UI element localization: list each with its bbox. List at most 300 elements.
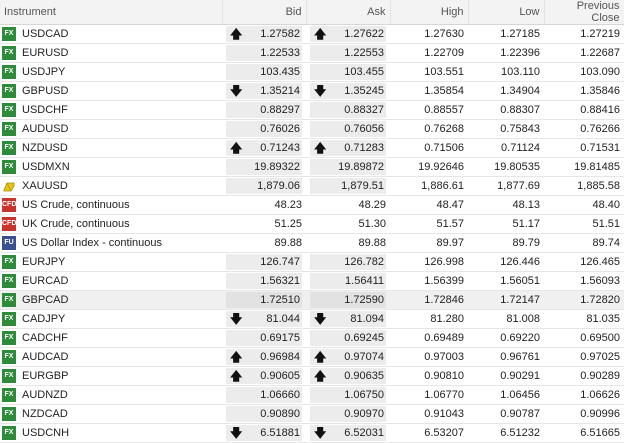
ask-value: 1,879.51 (341, 180, 384, 192)
table-row[interactable] (0, 177, 624, 196)
bid-value: 1,879.06 (257, 180, 300, 192)
high-cell: 1.27630 (390, 25, 468, 44)
bid-value: 81.044 (266, 313, 300, 325)
bid-cell (222, 158, 306, 177)
fx-instrument-type-icon: FX (2, 331, 16, 345)
table-row[interactable] (0, 234, 624, 253)
bid-cell (222, 82, 306, 101)
instrument-name[interactable]: NZDCAD (22, 408, 68, 420)
bid-cell (222, 63, 306, 82)
low-cell: 19.80535 (468, 158, 544, 177)
fu-instrument-type-icon: FU (2, 236, 16, 250)
table-row[interactable] (0, 158, 624, 177)
ask-price-box[interactable] (310, 387, 386, 403)
ask-cell (306, 215, 390, 234)
bid-cell (222, 196, 306, 215)
bid-price-box[interactable] (226, 349, 302, 365)
bid-price-box[interactable] (226, 102, 302, 118)
arrow-down-icon: 🡇 (314, 84, 327, 98)
low-cell: 103.110 (468, 63, 544, 82)
fx-instrument-type-icon: FX (2, 293, 16, 307)
bid-price-box[interactable] (226, 64, 302, 80)
ask-price-box[interactable] (310, 292, 386, 308)
low-cell: 48.13 (468, 196, 544, 215)
previous-close-cell: 1.35846 (544, 82, 624, 101)
ask-value: 1.35245 (344, 85, 384, 97)
instrument-cell (0, 424, 222, 443)
ask-value: 48.29 (358, 199, 386, 211)
low-cell: 0.88307 (468, 101, 544, 120)
bid-value: 0.90605 (260, 370, 300, 382)
previous-close-cell: 0.97025 (544, 348, 624, 367)
ask-price-box[interactable] (310, 140, 386, 156)
arrow-up-icon: 🡅 (314, 27, 327, 41)
ask-cell (306, 177, 390, 196)
previous-close-cell: 1.27219 (544, 25, 624, 44)
low-cell: 1.27185 (468, 25, 544, 44)
bid-price-box[interactable] (226, 311, 302, 327)
bid-price-box[interactable] (226, 159, 302, 175)
table-row[interactable] (0, 329, 624, 348)
low-cell: 1.72147 (468, 291, 544, 310)
ask-cell (306, 367, 390, 386)
low-cell: 0.96761 (468, 348, 544, 367)
ask-value: 0.90635 (344, 370, 384, 382)
low-cell: 6.51232 (468, 424, 544, 443)
table-header-row (0, 0, 624, 25)
high-cell: 0.69489 (390, 329, 468, 348)
ask-price-box[interactable] (310, 178, 386, 194)
arrow-up-icon: 🡅 (314, 141, 327, 155)
ask-price-box[interactable] (310, 330, 386, 346)
ask-cell (306, 139, 390, 158)
instrument-cell (0, 44, 222, 63)
fx-instrument-type-icon: FX (2, 27, 16, 41)
instrument-cell (0, 63, 222, 82)
bid-cell (222, 177, 306, 196)
table-row[interactable] (0, 82, 624, 101)
column-header-instrument[interactable]: Instrument (0, 0, 222, 25)
ask-price-box[interactable] (310, 64, 386, 80)
bid-value: 0.96984 (260, 351, 300, 363)
bid-cell (222, 367, 306, 386)
instrument-name[interactable]: AUDUSD (22, 123, 69, 135)
column-header-ask[interactable]: Ask (306, 0, 390, 25)
previous-close-cell: 0.69500 (544, 329, 624, 348)
previous-close-cell: 48.40 (544, 196, 624, 215)
instrument-name[interactable]: GBPCAD (22, 294, 69, 306)
low-cell: 1.06456 (468, 386, 544, 405)
arrow-up-icon: 🡅 (230, 141, 243, 155)
low-cell: 0.71124 (468, 139, 544, 158)
low-cell: 0.90787 (468, 405, 544, 424)
instrument-cell (0, 120, 222, 139)
table-row[interactable] (0, 348, 624, 367)
cfd-instrument-type-icon: CFD (2, 198, 16, 212)
table-row[interactable] (0, 196, 624, 215)
column-header-high[interactable]: High (390, 0, 468, 25)
ask-value: 1.22553 (344, 47, 384, 59)
arrow-down-icon: 🡇 (230, 84, 243, 98)
bid-cell (222, 215, 306, 234)
instrument-cell (0, 82, 222, 101)
instrument-name[interactable]: AUDCAD (22, 351, 69, 363)
bid-value: 1.72510 (260, 294, 300, 306)
ask-cell (306, 310, 390, 329)
ask-price-box[interactable] (310, 425, 386, 441)
bid-cell (222, 139, 306, 158)
bid-price-box[interactable] (226, 292, 302, 308)
ask-value: 0.97074 (344, 351, 384, 363)
instrument-name[interactable]: NZDUSD (22, 142, 68, 154)
instrument-cell (0, 215, 222, 234)
table-row[interactable] (0, 139, 624, 158)
ask-price-box[interactable] (310, 26, 386, 42)
ask-price-box[interactable] (310, 273, 386, 289)
ask-price-box[interactable] (310, 406, 386, 422)
instrument-name[interactable]: XAUUSD (22, 180, 68, 192)
ask-value: 81.094 (350, 313, 384, 325)
table-row[interactable] (0, 253, 624, 272)
high-cell: 51.57 (390, 215, 468, 234)
ask-cell (306, 405, 390, 424)
previous-close-cell: 6.51665 (544, 424, 624, 443)
low-cell: 0.69220 (468, 329, 544, 348)
ask-price-box[interactable] (310, 349, 386, 365)
fx-instrument-type-icon: FX (2, 84, 16, 98)
instrument-cell (0, 367, 222, 386)
previous-close-cell: 1.72820 (544, 291, 624, 310)
fx-instrument-type-icon: FX (2, 122, 16, 136)
low-cell: 0.75843 (468, 120, 544, 139)
ask-price-box[interactable] (310, 311, 386, 327)
bid-value: 1.06660 (260, 389, 300, 401)
high-cell: 0.91043 (390, 405, 468, 424)
ask-value: 0.76056 (344, 123, 384, 135)
ask-value: 126.782 (344, 256, 384, 268)
bid-price-box[interactable] (226, 368, 302, 384)
bid-cell (222, 25, 306, 44)
previous-close-cell: 1,885.58 (544, 177, 624, 196)
low-cell: 51.17 (468, 215, 544, 234)
high-cell: 1,886.61 (390, 177, 468, 196)
previous-close-cell: 81.035 (544, 310, 624, 329)
ask-value: 0.71283 (344, 142, 384, 154)
ask-cell (306, 158, 390, 177)
ask-price-box[interactable] (310, 121, 386, 137)
arrow-up-icon: 🡅 (230, 369, 243, 383)
low-cell: 1,877.69 (468, 177, 544, 196)
low-cell: 0.90291 (468, 367, 544, 386)
high-cell: 89.97 (390, 234, 468, 253)
ask-value: 51.30 (358, 218, 386, 230)
ask-value: 89.88 (358, 237, 386, 249)
high-cell: 1.35854 (390, 82, 468, 101)
table-row[interactable] (0, 386, 624, 405)
bid-price-box[interactable] (226, 425, 302, 441)
column-header-low[interactable]: Low (468, 0, 544, 25)
bid-value: 51.25 (274, 218, 302, 230)
bid-value: 1.35214 (260, 85, 300, 97)
bid-price-box[interactable] (226, 140, 302, 156)
low-cell: 1.34904 (468, 82, 544, 101)
instrument-name[interactable]: AUDNZD (22, 389, 68, 401)
high-cell: 6.53207 (390, 424, 468, 443)
ask-price-box[interactable] (310, 102, 386, 118)
ask-cell (306, 272, 390, 291)
previous-close-cell: 0.88416 (544, 101, 624, 120)
high-cell: 0.76268 (390, 120, 468, 139)
fx-instrument-type-icon: FX (2, 46, 16, 60)
table-row[interactable] (0, 272, 624, 291)
bid-cell (222, 310, 306, 329)
bid-value: 0.88297 (260, 104, 300, 116)
instrument-name[interactable]: GBPUSD (22, 85, 69, 97)
instrument-cell (0, 348, 222, 367)
table-row[interactable] (0, 101, 624, 120)
bid-price-box[interactable] (226, 83, 302, 99)
bid-price-box[interactable] (226, 406, 302, 422)
ask-value: 1.27622 (344, 28, 384, 40)
ask-value: 0.69245 (344, 332, 384, 344)
high-cell: 48.47 (390, 196, 468, 215)
bid-value: 0.76026 (260, 123, 300, 135)
ask-cell (306, 329, 390, 348)
previous-close-cell: 126.465 (544, 253, 624, 272)
instrument-cell (0, 405, 222, 424)
bid-value: 103.435 (260, 66, 300, 78)
bid-cell (222, 386, 306, 405)
high-cell: 0.97003 (390, 348, 468, 367)
fx-instrument-type-icon: FX (2, 103, 16, 117)
bid-value: 0.90890 (260, 408, 300, 420)
table-body (0, 25, 624, 443)
ask-cell (306, 44, 390, 63)
bid-value: 1.56321 (260, 275, 300, 287)
instrument-cell (0, 272, 222, 291)
fx-instrument-type-icon: FX (2, 369, 16, 383)
high-cell: 126.998 (390, 253, 468, 272)
high-cell: 1.72846 (390, 291, 468, 310)
instrument-cell (0, 25, 222, 44)
ask-value: 19.89872 (338, 161, 384, 173)
instrument-name[interactable]: CADJPY (22, 313, 66, 325)
bid-value: 126.747 (260, 256, 300, 268)
instrument-name[interactable]: EURUSD (22, 47, 69, 59)
ask-value: 103.455 (344, 66, 384, 78)
column-header-bid[interactable]: Bid (222, 0, 306, 25)
ask-price-box[interactable] (310, 368, 386, 384)
fx-instrument-type-icon: FX (2, 255, 16, 269)
high-cell: 1.56399 (390, 272, 468, 291)
bid-value: 6.51881 (260, 427, 300, 439)
previous-close-cell: 89.74 (544, 234, 624, 253)
fx-instrument-type-icon: FX (2, 407, 16, 421)
bid-cell (222, 44, 306, 63)
instrument-cell (0, 101, 222, 120)
instrument-cell (0, 177, 222, 196)
table-row[interactable] (0, 291, 624, 310)
instrument-name[interactable]: CADCHF (22, 332, 68, 344)
arrow-up-icon: 🡅 (314, 350, 327, 364)
bid-cell (222, 253, 306, 272)
instrument-cell (0, 158, 222, 177)
fx-instrument-type-icon: FX (2, 426, 16, 440)
previous-close-cell: 0.90996 (544, 405, 624, 424)
ask-value: 0.90970 (344, 408, 384, 420)
bid-value: 0.71243 (260, 142, 300, 154)
instrument-name[interactable]: USDCNH (22, 427, 70, 439)
fx-instrument-type-icon: FX (2, 350, 16, 364)
high-cell: 81.280 (390, 310, 468, 329)
gold-bar-icon (2, 179, 16, 193)
instrument-name[interactable]: US Dollar Index - continuous (22, 237, 163, 249)
low-cell: 1.22396 (468, 44, 544, 63)
ask-cell (306, 386, 390, 405)
instrument-cell (0, 139, 222, 158)
bid-price-box[interactable] (226, 178, 302, 194)
ask-cell (306, 234, 390, 253)
fx-instrument-type-icon: FX (2, 274, 16, 288)
bid-price-box[interactable] (226, 387, 302, 403)
bid-cell (222, 348, 306, 367)
instrument-name[interactable]: UK Crude, continuous (22, 218, 130, 230)
ask-cell (306, 25, 390, 44)
arrow-down-icon: 🡇 (230, 312, 243, 326)
bid-cell (222, 329, 306, 348)
high-cell: 0.90810 (390, 367, 468, 386)
instrument-cell (0, 196, 222, 215)
instrument-name[interactable]: USDCAD (22, 28, 69, 40)
previous-close-cell: 51.51 (544, 215, 624, 234)
previous-close-cell: 1.22687 (544, 44, 624, 63)
high-cell: 19.92646 (390, 158, 468, 177)
low-cell: 81.008 (468, 310, 544, 329)
instrument-cell (0, 253, 222, 272)
ask-cell (306, 348, 390, 367)
high-cell: 0.71506 (390, 139, 468, 158)
previous-close-cell: 1.56093 (544, 272, 624, 291)
arrow-down-icon: 🡇 (230, 426, 243, 440)
ask-price-box[interactable] (310, 45, 386, 61)
ask-cell (306, 253, 390, 272)
instrument-name[interactable]: USDMXN (22, 161, 70, 173)
instrument-name[interactable]: USDCHF (22, 104, 68, 116)
table-row[interactable] (0, 424, 624, 443)
fx-instrument-type-icon: FX (2, 160, 16, 174)
table-row[interactable] (0, 215, 624, 234)
bid-value: 19.89322 (254, 161, 300, 173)
bid-cell (222, 101, 306, 120)
column-header-previous-close[interactable]: Previous Close (544, 0, 624, 25)
bid-value: 1.22533 (260, 47, 300, 59)
previous-close-cell: 0.71531 (544, 139, 624, 158)
bid-price-box[interactable] (226, 121, 302, 137)
ask-value: 6.52031 (344, 427, 384, 439)
low-cell: 126.446 (468, 253, 544, 272)
ask-price-box[interactable] (310, 254, 386, 270)
high-cell: 1.22709 (390, 44, 468, 63)
ask-cell (306, 82, 390, 101)
low-cell: 1.56051 (468, 272, 544, 291)
previous-close-cell: 0.90289 (544, 367, 624, 386)
arrow-down-icon: 🡇 (314, 426, 327, 440)
high-cell: 103.551 (390, 63, 468, 82)
fx-instrument-type-icon: FX (2, 312, 16, 326)
instrument-name[interactable]: USDJPY (22, 66, 66, 78)
bid-price-box[interactable] (226, 330, 302, 346)
ask-value: 1.72590 (344, 294, 384, 306)
table-row[interactable] (0, 405, 624, 424)
fx-instrument-type-icon: FX (2, 65, 16, 79)
instrument-cell (0, 234, 222, 253)
table-row[interactable] (0, 120, 624, 139)
arrow-up-icon: 🡅 (230, 350, 243, 364)
instrument-name[interactable]: EURGBP (22, 370, 69, 382)
bid-cell (222, 424, 306, 443)
ask-value: 1.06750 (344, 389, 384, 401)
ask-cell (306, 120, 390, 139)
previous-close-cell: 103.090 (544, 63, 624, 82)
instrument-name[interactable]: EURJPY (22, 256, 66, 268)
ask-price-box[interactable] (310, 159, 386, 175)
ask-value: 1.56411 (345, 275, 384, 287)
bid-cell (222, 234, 306, 253)
bid-price-box[interactable] (226, 254, 302, 270)
fx-instrument-type-icon: FX (2, 141, 16, 155)
cfd-instrument-type-icon: CFD (2, 217, 16, 231)
table-row[interactable] (0, 25, 624, 44)
table-row[interactable] (0, 63, 624, 82)
ask-cell (306, 63, 390, 82)
previous-close-cell: 1.06626 (544, 386, 624, 405)
bid-cell (222, 272, 306, 291)
arrow-up-icon: 🡅 (230, 27, 243, 41)
bid-cell (222, 405, 306, 424)
instrument-cell (0, 386, 222, 405)
bid-price-box[interactable] (226, 26, 302, 42)
instrument-cell (0, 291, 222, 310)
bid-cell (222, 291, 306, 310)
fx-instrument-type-icon: FX (2, 388, 16, 402)
ask-cell (306, 101, 390, 120)
instrument-name[interactable]: EURCAD (22, 275, 69, 287)
high-cell: 0.88557 (390, 101, 468, 120)
table-row[interactable] (0, 367, 624, 386)
instrument-cell (0, 310, 222, 329)
ask-cell (306, 291, 390, 310)
ask-price-box[interactable] (310, 83, 386, 99)
arrow-down-icon: 🡇 (314, 312, 327, 326)
bid-value: 0.69175 (260, 332, 300, 344)
previous-close-cell: 19.81485 (544, 158, 624, 177)
arrow-up-icon: 🡅 (314, 369, 327, 383)
bid-cell (222, 120, 306, 139)
bid-price-box[interactable] (226, 45, 302, 61)
bid-value: 1.27582 (260, 28, 300, 40)
high-cell: 1.06770 (390, 386, 468, 405)
table-row[interactable] (0, 44, 624, 63)
ask-cell (306, 424, 390, 443)
table-row[interactable] (0, 310, 624, 329)
bid-value: 48.23 (274, 199, 302, 211)
instrument-cell (0, 329, 222, 348)
bid-price-box[interactable] (226, 273, 302, 289)
ask-value: 0.88327 (344, 104, 384, 116)
previous-close-cell: 0.76266 (544, 120, 624, 139)
bid-value: 89.88 (274, 237, 302, 249)
instrument-name[interactable]: US Crude, continuous (22, 199, 130, 211)
